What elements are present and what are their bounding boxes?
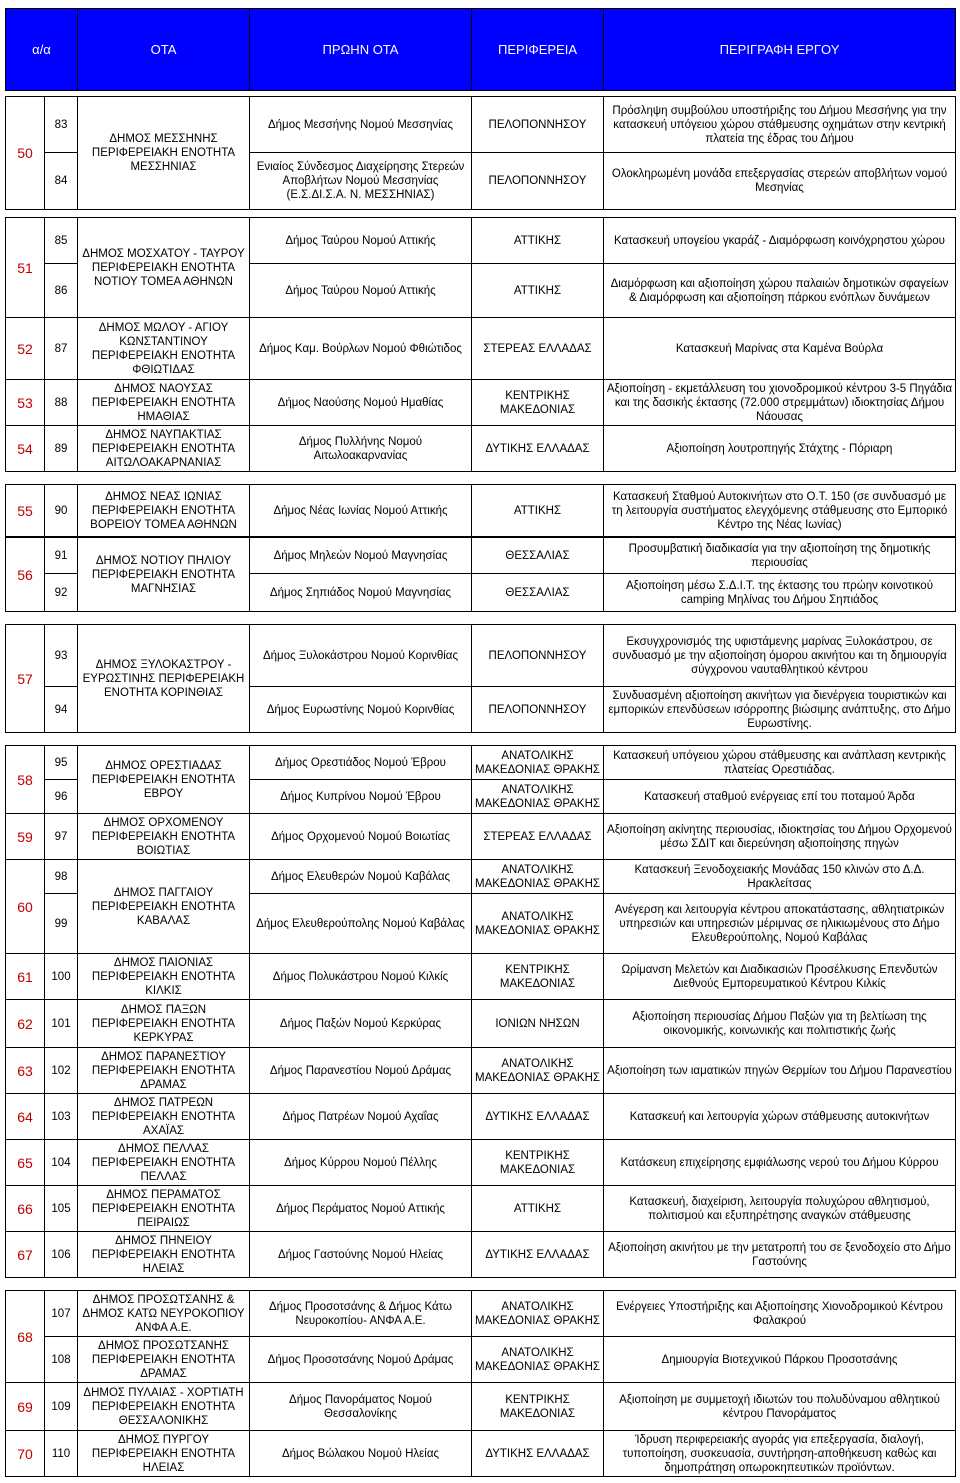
group-number: 69	[6, 1383, 45, 1431]
row-number: 94	[45, 687, 78, 733]
row-number: 108	[45, 1337, 78, 1383]
table-spacer	[6, 733, 956, 746]
ota-cell: ΔΗΜΟΣ ΠΥΡΓΟΥ ΠΕΡΙΦΕΡΕΙΑΚΗ ΕΝΟΤΗΤΑ ΗΛΕΙΑΣ	[78, 1431, 250, 1477]
group-number: 55	[6, 485, 45, 537]
col-header-aa: α/α	[6, 9, 78, 91]
description-cell: Προσυμβατική διαδικασία για την αξιοποίηση της δημοτικής περιουσίας	[604, 538, 956, 574]
former-ota-cell: Δήμος Μεσσήνης Νομού Μεσσηνίας	[250, 97, 472, 153]
region-cell: ΠΕΛΟΠΟΝΝΗΣΟΥ	[472, 153, 604, 210]
header-table	[5, 8, 956, 91]
col-header-ota: ΟΤΑ	[78, 9, 250, 91]
table-row	[6, 380, 956, 426]
table-row	[6, 1337, 956, 1383]
table-block-50	[5, 96, 956, 210]
region-cell: ΚΕΝΤΡΙΚΗΣ ΜΑΚΕΔΟΝΙΑΣ	[472, 1383, 604, 1431]
table-block-51-55	[5, 217, 956, 537]
row-number: 89	[45, 426, 78, 472]
row-number: 86	[45, 264, 78, 318]
former-ota-cell: Δήμος Ορχομενού Νομού Βοιωτίας	[250, 814, 472, 860]
group-number: 67	[6, 1232, 45, 1278]
former-ota-cell: Δήμος Περάματος Νομού Αττικής	[250, 1186, 472, 1232]
region-cell: ΠΕΛΟΠΟΝΝΗΣΟΥ	[472, 625, 604, 687]
region-cell: ΚΕΝΤΡΙΚΗΣ ΜΑΚΕΔΟΝΙΑΣ	[472, 954, 604, 1000]
former-ota-cell: Δήμος Ναούσης Νομού Ημαθίας	[250, 380, 472, 426]
region-cell: ΑΝΑΤΟΛΙΚΗΣ ΜΑΚΕΔΟΝΙΑΣ ΘΡΑΚΗΣ	[472, 1048, 604, 1094]
table-row	[6, 1291, 956, 1337]
col-header-periferia: ΠΕΡΙΦΕΡΕΙΑ	[472, 9, 604, 91]
group-number: 56	[6, 538, 45, 612]
ota-cell: ΔΗΜΟΣ ΝΑΥΠΑΚΤΙΑΣ ΠΕΡΙΦΕΡΕΙΑΚΗ ΕΝΟΤΗΤΑ ΑΙΤΩΛΟΑΚΑΡΝΑΝΙΑΣ	[78, 426, 250, 472]
ota-cell: ΔΗΜΟΣ ΞΥΛΟΚΑΣΤΡΟΥ - ΕΥΡΩΣΤΙΝΗΣ ΠΕΡΙΦΕΡΕΙΑΚΗ ΕΝΟΤΗΤΑ ΚΟΡΙΝΘΙΑΣ	[78, 625, 250, 733]
ota-cell: ΔΗΜΟΣ ΠΑΞΩΝ ΠΕΡΙΦΕΡΕΙΑΚΗ ΕΝΟΤΗΤΑ ΚΕΡΚΥΡΑΣ	[78, 1000, 250, 1048]
former-ota-cell: Δήμος Παξών Νομού Κερκύρας	[250, 1000, 472, 1048]
description-cell: Ενέργειες Υποστήριξης και Αξιοποίησης Χιονοδρομικού Κέντρου Φαλακρού	[604, 1291, 956, 1337]
table-row	[6, 318, 956, 380]
group-number: 52	[6, 318, 45, 380]
table-row	[6, 625, 956, 687]
row-number: 88	[45, 380, 78, 426]
former-ota-cell: Δήμος Ευρωστίνης Νομού Κορινθίας	[250, 687, 472, 733]
group-number: 53	[6, 380, 45, 426]
region-cell: ΑΝΑΤΟΛΙΚΗΣ ΜΑΚΕΔΟΝΙΑΣ ΘΡΑΚΗΣ	[472, 1337, 604, 1383]
former-ota-cell: Δήμος Κυπρίνου Νομού Έβρου	[250, 780, 472, 814]
former-ota-cell: Δήμος Ταύρου Νομού Αττικής	[250, 264, 472, 318]
table-row	[6, 97, 956, 153]
region-cell: ΔΥΤΙΚΗΣ ΕΛΛΑΔΑΣ	[472, 1232, 604, 1278]
group-number: 59	[6, 814, 45, 860]
description-cell: Αξιοποίηση μέσω Σ.Δ.Ι.Τ. της έκτασης του πρώην κοινοτικού camping Μηλίνας του Δήμου Σηπιάδος	[604, 574, 956, 612]
row-number: 101	[45, 1000, 78, 1048]
region-cell: ΑΤΤΙΚΗΣ	[472, 218, 604, 264]
region-cell: ΑΝΑΤΟΛΙΚΗΣ ΜΑΚΕΔΟΝΙΑΣ ΘΡΑΚΗΣ	[472, 1291, 604, 1337]
region-cell: ΠΕΛΟΠΟΝΝΗΣΟΥ	[472, 97, 604, 153]
row-number: 98	[45, 860, 78, 894]
description-cell: Αξιοποίηση ακινήτου με την μετατροπή του σε ξενοδοχείο στο Δήμο Γαστούνης	[604, 1232, 956, 1278]
row-number: 100	[45, 954, 78, 1000]
ota-cell: ΔΗΜΟΣ ΠΑΤΡΕΩΝ ΠΕΡΙΦΕΡΕΙΑΚΗ ΕΝΟΤΗΤΑ ΑΧΑΪΑΣ	[78, 1094, 250, 1140]
region-cell: ΘΕΣΣΑΛΙΑΣ	[472, 574, 604, 612]
table-row	[6, 426, 956, 472]
description-cell: Πρόσληψη συμβούλου υποστήριξης του Δήμου Μεσσήνης για την κατασκευή υπόγειου χώρου στάθμευσης οχημάτων στην κεντρική πλατεία της έδρας του Δήμου	[604, 97, 956, 153]
row-number: 102	[45, 1048, 78, 1094]
table-row	[6, 1048, 956, 1094]
group-number: 54	[6, 426, 45, 472]
ota-cell: ΔΗΜΟΣ ΠΑΡΑΝΕΣΤΙΟΥ ΠΕΡΙΦΕΡΕΙΑΚΗ ΕΝΟΤΗΤΑ ΔΡΑΜΑΣ	[78, 1048, 250, 1094]
description-cell: Αξιοποίηση των ιαματικών πηγών Θερμίων του Δήμου Παρανεστίου	[604, 1048, 956, 1094]
region-cell: ΣΤΕΡΕΑΣ ΕΛΛΑΔΑΣ	[472, 318, 604, 380]
ota-cell: ΔΗΜΟΣ ΜΩΛΟΥ - ΑΓΙΟΥ ΚΩΝΣΤΑΝΤΙΝΟΥ ΠΕΡΙΦΕΡΕΙΑΚΗ ΕΝΟΤΗΤΑ ΦΘΙΩΤΙΔΑΣ	[78, 318, 250, 380]
group-number: 68	[6, 1291, 45, 1383]
row-number: 85	[45, 218, 78, 264]
row-number: 91	[45, 538, 78, 574]
region-cell: ΘΕΣΣΑΛΙΑΣ	[472, 538, 604, 574]
group-number: 50	[6, 97, 45, 210]
ota-cell: ΔΗΜΟΣ ΝΑΟΥΣΑΣ ΠΕΡΙΦΕΡΕΙΑΚΗ ΕΝΟΤΗΤΑ ΗΜΑΘΙΑΣ	[78, 380, 250, 426]
table-row	[6, 860, 956, 894]
table-row	[6, 1383, 956, 1431]
region-cell: ΑΝΑΤΟΛΙΚΗΣ ΜΑΚΕΔΟΝΙΑΣ ΘΡΑΚΗΣ	[472, 894, 604, 954]
group-number: 63	[6, 1048, 45, 1094]
description-cell: Κατασκευή υπόγειου χώρου στάθμευσης και ανάπλαση κεντρικής πλατείας Ορεστιάδας.	[604, 746, 956, 780]
table-block-56-70	[5, 537, 956, 1477]
row-number: 110	[45, 1431, 78, 1477]
row-number: 83	[45, 97, 78, 153]
row-number: 87	[45, 318, 78, 380]
group-number: 60	[6, 860, 45, 954]
group-number: 64	[6, 1094, 45, 1140]
ota-cell: ΔΗΜΟΣ ΠΡΟΣΩΤΣΑΝΗΣ & ΔΗΜΟΣ ΚΑΤΩ ΝΕΥΡΟΚΟΠΙΟΥ ΑΝΦΑ Α.Ε.	[78, 1291, 250, 1337]
table-row	[6, 1232, 956, 1278]
region-cell: ΚΕΝΤΡΙΚΗΣ ΜΑΚΕΔΟΝΙΑΣ	[472, 380, 604, 426]
group-number: 70	[6, 1431, 45, 1477]
region-cell: ΑΝΑΤΟΛΙΚΗΣ ΜΑΚΕΔΟΝΙΑΣ ΘΡΑΚΗΣ	[472, 860, 604, 894]
table-row	[6, 1186, 956, 1232]
region-cell: ΚΕΝΤΡΙΚΗΣ ΜΑΚΕΔΟΝΙΑΣ	[472, 1140, 604, 1186]
group-number: 66	[6, 1186, 45, 1232]
row-number: 92	[45, 574, 78, 612]
ota-cell: ΔΗΜΟΣ ΠΗΝΕΙΟΥ ΠΕΡΙΦΕΡΕΙΑΚΗ ΕΝΟΤΗΤΑ ΗΛΕΙΑΣ	[78, 1232, 250, 1278]
ota-cell: ΔΗΜΟΣ ΟΡΕΣΤΙΑΔΑΣ ΠΕΡΙΦΕΡΕΙΑΚΗ ΕΝΟΤΗΤΑ ΕΒΡΟΥ	[78, 746, 250, 814]
former-ota-cell: Δήμος Μηλεών Νομού Μαγνησίας	[250, 538, 472, 574]
row-number: 107	[45, 1291, 78, 1337]
table-spacer	[6, 472, 956, 485]
table-spacer	[6, 612, 956, 625]
description-cell: Συνδυασμένη αξιοποίηση ακινήτων για διενέργεια τουριστικών και εμπορικών επενδύσεων ισόρροπης βιώσιμης ανάπτυξης, στο Δήμο Ευρωστίνης.	[604, 687, 956, 733]
former-ota-cell: Δήμος Ελευθερούπολης Νομού Καβάλας	[250, 894, 472, 954]
description-cell: Ωρίμανση Μελετών και Διαδικασιών Προσέλκυσης Επενδυτών Διεθνούς Εμπορευματικού Κέντρου Κιλκίς	[604, 954, 956, 1000]
header-row	[6, 9, 956, 91]
description-cell: Ίδρυση περιφερειακής αγοράς για επεξεργασία, διαλογή, τυποποίηση, συσκευασία, συντήρηση-αποθήκευση καθώς και δημοπράτηση οπωροκηπευτικών προϊόντων.	[604, 1431, 956, 1477]
former-ota-cell: Δήμος Νέας Ιωνίας Νομού Αττικής	[250, 485, 472, 537]
former-ota-cell: Δήμος Πανοράματος Νομού Θεσσαλονίκης	[250, 1383, 472, 1431]
ota-cell: ΔΗΜΟΣ ΠΕΛΛΑΣ ΠΕΡΙΦΕΡΕΙΑΚΗ ΕΝΟΤΗΤΑ ΠΕΛΛΑΣ	[78, 1140, 250, 1186]
table-row	[6, 1000, 956, 1048]
region-cell: ΑΤΤΙΚΗΣ	[472, 1186, 604, 1232]
row-number: 93	[45, 625, 78, 687]
ota-cell: ΔΗΜΟΣ ΠΕΡΑΜΑΤΟΣ ΠΕΡΙΦΕΡΕΙΑΚΗ ΕΝΟΤΗΤΑ ΠΕΙΡΑΙΩΣ	[78, 1186, 250, 1232]
ota-cell: ΔΗΜΟΣ ΜΟΣΧΑΤΟΥ - ΤΑΥΡΟΥ ΠΕΡΙΦΕΡΕΙΑΚΗ ΕΝΟΤΗΤΑ ΝΟΤΙΟΥ ΤΟΜΕΑ ΑΘΗΝΩΝ	[78, 218, 250, 318]
table-row	[6, 954, 956, 1000]
region-cell: ΑΝΑΤΟΛΙΚΗΣ ΜΑΚΕΔΟΝΙΑΣ ΘΡΑΚΗΣ	[472, 746, 604, 780]
table-spacer	[6, 1278, 956, 1291]
former-ota-cell: Δήμος Προσοτσάνης & Δήμος Κάτω Νευροκοπίου- ΑΝΦΑ Α.Ε.	[250, 1291, 472, 1337]
table-row	[6, 1140, 956, 1186]
table-row	[6, 485, 956, 537]
former-ota-cell: Δήμος Γαστούνης Νομού Ηλείας	[250, 1232, 472, 1278]
row-number: 90	[45, 485, 78, 537]
col-header-perigrafi: ΠΕΡΙΓΡΑΦΗ ΕΡΓΟΥ	[604, 9, 956, 91]
table-row	[6, 814, 956, 860]
ota-cell: ΔΗΜΟΣ ΠΑΓΓΑΙΟΥ ΠΕΡΙΦΕΡΕΙΑΚΗ ΕΝΟΤΗΤΑ ΚΑΒΑΛΑΣ	[78, 860, 250, 954]
table-row	[6, 218, 956, 264]
group-number: 57	[6, 625, 45, 733]
ota-cell: ΔΗΜΟΣ ΠΥΛΑΙΑΣ - ΧΟΡΤΙΑΤΗ ΠΕΡΙΦΕΡΕΙΑΚΗ ΕΝΟΤΗΤΑ ΘΕΣΣΑΛΟΝΙΚΗΣ	[78, 1383, 250, 1431]
description-cell: Εκσυγχρονισμός της υφιστάμενης μαρίνας Ξυλοκάστρου, σε συνδυασμό με την αξιοποίηση όμορου ακινήτου και τη δημιουργία σύγχρονου ναυταθλητικού κέντρου	[604, 625, 956, 687]
description-cell: Κατασκευή Σταθμού Αυτοκινήτων στο Ο.Τ. 150 (σε συνδυασμό με τη λειτουργία συστήματος ελεγχόμενης στάθμευσης στο Εμπορικό Κέντρο της Νέας Ιωνίας)	[604, 485, 956, 537]
ota-cell: ΔΗΜΟΣ ΝΟΤΙΟΥ ΠΗΛΙΟΥ ΠΕΡΙΦΕΡΕΙΑΚΗ ΕΝΟΤΗΤΑ ΜΑΓΝΗΣΙΑΣ	[78, 538, 250, 612]
description-cell: Κατασκευή Μαρίνας στα Καμένα Βούρλα	[604, 318, 956, 380]
table-row	[6, 538, 956, 574]
former-ota-cell: Δήμος Ταύρου Νομού Αττικής	[250, 218, 472, 264]
former-ota-cell: Δήμος Καμ. Βούρλων Νομού Φθιώτιδος	[250, 318, 472, 380]
row-number: 109	[45, 1383, 78, 1431]
group-number: 65	[6, 1140, 45, 1186]
former-ota-cell: Ενιαίος Σύνδεσμος Διαχείρησης Στερεών Αποβλήτων Νομού Μεσσηνίας (Ε.Σ.ΔΙ.Σ.Α. Ν. ΜΕΣΣΗΝΙΑΣ)	[250, 153, 472, 210]
row-number: 84	[45, 153, 78, 210]
region-cell: ΙΟΝΙΩΝ ΝΗΣΩΝ	[472, 1000, 604, 1048]
description-cell: Αξιοποίηση λουτροπηγής Στάχτης - Πόριαρη	[604, 426, 956, 472]
description-cell: Κατασκευή σταθμού ενέργειας επί του ποταμού Άρδα	[604, 780, 956, 814]
former-ota-cell: Δήμος Ορεστιάδος Νομού Έβρου	[250, 746, 472, 780]
description-cell: Κατασκευή και λειτουργία χώρων στάθμευσης αυτοκινήτων	[604, 1094, 956, 1140]
ota-cell: ΔΗΜΟΣ ΝΕΑΣ ΙΩΝΙΑΣ ΠΕΡΙΦΕΡΕΙΑΚΗ ΕΝΟΤΗΤΑ ΒΟΡΕΙΟΥ ΤΟΜΕΑ ΑΘΗΝΩΝ	[78, 485, 250, 537]
former-ota-cell: Δήμος Σηπιάδος Νομού Μαγνησίας	[250, 574, 472, 612]
description-cell: Αξιοποίηση - εκμετάλλευση του χιονοδρομικού κέντρου 3-5 Πηγάδια και της δασικής έκτασης (72.000 στρεμμάτων) ιδιοκτησίας Δήμου Νάουσας	[604, 380, 956, 426]
description-cell: Κατασκευή Ξενοδοχειακής Μονάδας 150 κλινών στο Δ.Δ. Ηρακλείτσας	[604, 860, 956, 894]
ota-cell: ΔΗΜΟΣ ΟΡΧΟΜΕΝΟΥ ΠΕΡΙΦΕΡΕΙΑΚΗ ΕΝΟΤΗΤΑ ΒΟΙΩΤΙΑΣ	[78, 814, 250, 860]
description-cell: Αξιοποίηση περιουσίας Δήμου Παξών για τη βελτίωση της οικονομικής, κοινωνικής και πολιτιστικής ζωής	[604, 1000, 956, 1048]
description-cell: Κατάσκευη επιχείρησης εμφιάλωσης νερού του Δήμου Κύρρου	[604, 1140, 956, 1186]
table-row	[6, 1094, 956, 1140]
table-row	[6, 746, 956, 780]
former-ota-cell: Δήμος Παρανεστίου Νομού Δράμας	[250, 1048, 472, 1094]
former-ota-cell: Δήμος Προσοτσάνης Νομού Δράμας	[250, 1337, 472, 1383]
ota-cell: ΔΗΜΟΣ ΠΡΟΣΩΤΣΑΝΗΣ ΠΕΡΙΦΕΡΕΙΑΚΗ ΕΝΟΤΗΤΑ ΔΡΑΜΑΣ	[78, 1337, 250, 1383]
group-number: 51	[6, 218, 45, 318]
description-cell: Ανέγερση και λειτουργία κέντρου αποκατάστασης, αθλητιατρικών υπηρεσιών και υπηρεσιών μέριμνας σε ηλικιωμένους στο Δήμο Ελευθερούπολης, Νομού Καβάλας	[604, 894, 956, 954]
region-cell: ΑΤΤΙΚΗΣ	[472, 264, 604, 318]
col-header-proti-ota: ΠΡΩΗΝ ΟΤΑ	[250, 9, 472, 91]
table-row	[6, 1431, 956, 1477]
former-ota-cell: Δήμος Κύρρου Νομού Πέλλης	[250, 1140, 472, 1186]
former-ota-cell: Δήμος Ελευθερών Νομού Καβάλας	[250, 860, 472, 894]
group-number: 61	[6, 954, 45, 1000]
description-cell: Αξιοποίηση με συμμετοχή ιδιωτών του πολυδύναμου αθλητικού κέντρου Πανοράματος	[604, 1383, 956, 1431]
row-number: 105	[45, 1186, 78, 1232]
former-ota-cell: Δήμος Ξυλοκάστρου Νομού Κορινθίας	[250, 625, 472, 687]
former-ota-cell: Δήμος Πυλλήνης Νομού Αιτωλοακαρνανίας	[250, 426, 472, 472]
ota-cell: ΔΗΜΟΣ ΠΑΙΟΝΙΑΣ ΠΕΡΙΦΕΡΕΙΑΚΗ ΕΝΟΤΗΤΑ ΚΙΛΚΙΣ	[78, 954, 250, 1000]
row-number: 106	[45, 1232, 78, 1278]
group-number: 62	[6, 1000, 45, 1048]
row-number: 104	[45, 1140, 78, 1186]
description-cell: Διαμόρφωση και αξιοποίηση χώρου παλαιών δημοτικών σφαγείων & Διαμόρφωση και αξιοποίηση πάρκου ενόπλων δυνάμεων	[604, 264, 956, 318]
former-ota-cell: Δήμος Πολυκάστρου Νομού Κιλκίς	[250, 954, 472, 1000]
row-number: 103	[45, 1094, 78, 1140]
region-cell: ΔΥΤΙΚΗΣ ΕΛΛΑΔΑΣ	[472, 1094, 604, 1140]
row-number: 99	[45, 894, 78, 954]
region-cell: ΔΥΤΙΚΗΣ ΕΛΛΑΔΑΣ	[472, 426, 604, 472]
region-cell: ΣΤΕΡΕΑΣ ΕΛΛΑΔΑΣ	[472, 814, 604, 860]
row-number: 97	[45, 814, 78, 860]
row-number: 96	[45, 780, 78, 814]
former-ota-cell: Δήμος Βώλακου Νομού Ηλείας	[250, 1431, 472, 1477]
region-cell: ΑΝΑΤΟΛΙΚΗΣ ΜΑΚΕΔΟΝΙΑΣ ΘΡΑΚΗΣ	[472, 780, 604, 814]
former-ota-cell: Δήμος Πατρέων Νομού Αχαΐας	[250, 1094, 472, 1140]
description-cell: Κατασκευή, διαχείριση, λειτουργία πολυχώρου αθλητισμού, πολιτισμού και εξυπηρέτησης αναγκών στάθμευσης	[604, 1186, 956, 1232]
region-cell: ΠΕΛΟΠΟΝΝΗΣΟΥ	[472, 687, 604, 733]
description-cell: Αξιοποίηση ακίνητης περιουσίας, ιδιοκτησίας του Δήμου Ορχομενού μέσω ΣΔΙΤ και διερεύνηση αξιοποίησης πηγών	[604, 814, 956, 860]
description-cell: Κατασκευή υπογείου γκαράζ - Διαμόρφωση κοινόχρηστου χώρου	[604, 218, 956, 264]
row-number: 95	[45, 746, 78, 780]
region-cell: ΔΥΤΙΚΗΣ ΕΛΛΑΔΑΣ	[472, 1431, 604, 1477]
ota-cell: ΔΗΜΟΣ ΜΕΣΣΗΝΗΣ ΠΕΡΙΦΕΡΕΙΑΚΗ ΕΝΟΤΗΤΑ ΜΕΣΣΗΝΙΑΣ	[78, 97, 250, 210]
description-cell: Δημιουργία Βιοτεχνικού Πάρκου Προσοτσάνης	[604, 1337, 956, 1383]
description-cell: Ολοκληρωμένη μονάδα επεξεργασίας στερεών αποβλήτων νομού Μεσηνίας	[604, 153, 956, 210]
region-cell: ΑΤΤΙΚΗΣ	[472, 485, 604, 537]
group-number: 58	[6, 746, 45, 814]
